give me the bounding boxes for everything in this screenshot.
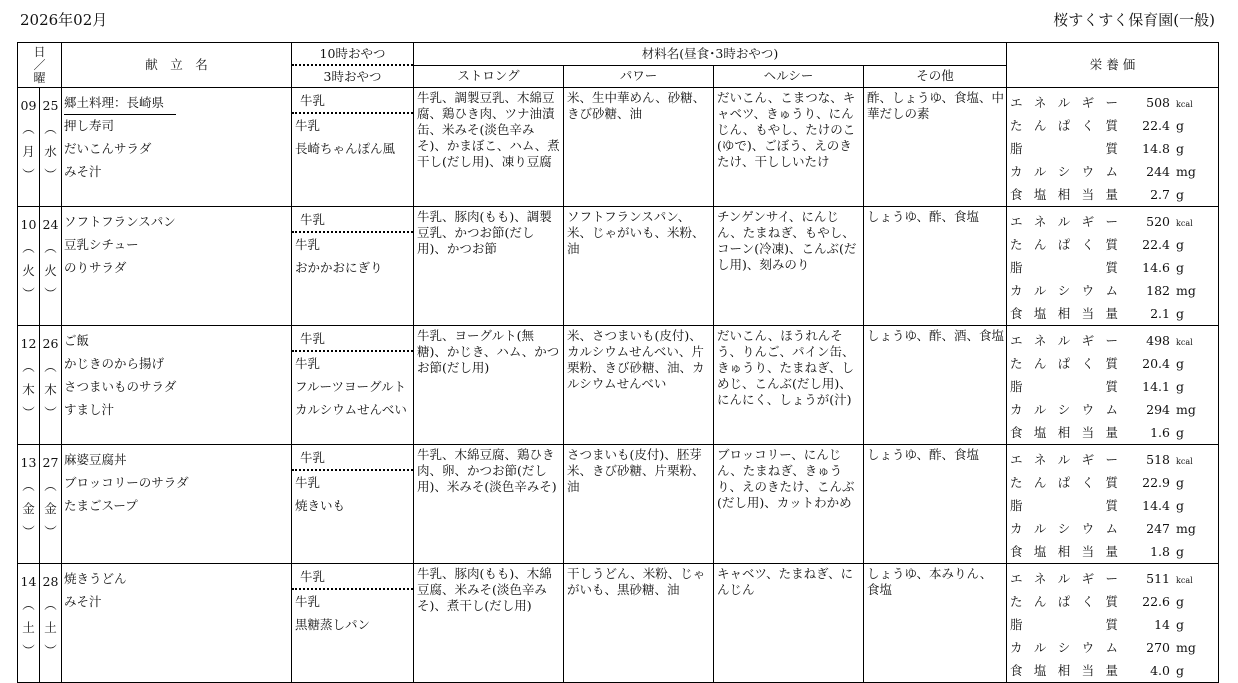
- dish-name: ブロッコリーのサラダ: [64, 475, 189, 490]
- nutrient-unit: g: [1176, 118, 1185, 133]
- ingredient-text: しょうゆ、酢、食塩: [867, 447, 980, 462]
- nutrient-row: [1010, 114, 1212, 137]
- dish-name: さつまいものサラダ: [64, 379, 177, 394]
- nutrient-label: エ ネ ル ギ ー: [1010, 333, 1118, 348]
- nutrient-value: 270: [1146, 640, 1170, 655]
- ingredient-text: キャベツ、たまねぎ、にんじん: [717, 566, 854, 597]
- snack-10am: 牛乳: [292, 209, 413, 233]
- nutrient-unit: kcal: [1176, 100, 1193, 109]
- dish-name: かじきのから揚げ: [64, 356, 165, 371]
- nutrient-unit: g: [1176, 260, 1185, 275]
- nutrient-row: [1010, 540, 1212, 563]
- ingredients-power: [564, 326, 714, 445]
- ingredients-other: [864, 564, 1007, 683]
- day-cell-second: [40, 207, 62, 326]
- ingredient-text: 米、さつまいも(皮付)、カルシウムせんべい、片栗粉、きび砂糖、油、カルシウムせんべい: [567, 328, 705, 391]
- nutrient-value: 1.8: [1150, 544, 1170, 559]
- ingredients-healthy: [714, 564, 864, 683]
- ingredient-text: 酢、しょうゆ、食塩、中華だしの素: [867, 90, 1005, 121]
- nutrient-label: た ん ぱ く 質: [1010, 237, 1118, 252]
- nutrient-row: [1010, 233, 1212, 256]
- ingredients-power: [564, 88, 714, 207]
- day-number: 26: [42, 336, 59, 351]
- nutrient-row: [1010, 636, 1212, 659]
- snack-cell: [292, 445, 414, 564]
- ingredients-strong: [414, 564, 564, 683]
- nutrient-value: 511: [1146, 571, 1170, 586]
- nutrient-unit: g: [1176, 356, 1185, 371]
- weekday: 火: [22, 263, 35, 278]
- nutrition-cell: [1007, 88, 1219, 207]
- paren-bottom: ︶: [22, 286, 35, 301]
- nutrient-row: [1010, 91, 1212, 114]
- snack-10am: 牛乳: [292, 566, 413, 590]
- school-name: 桜すくすく保育園(一般): [1053, 11, 1215, 29]
- paren-bottom: ︶: [44, 286, 57, 301]
- dish-name: のりサラダ: [64, 260, 127, 275]
- nutrient-row: [1010, 567, 1212, 590]
- healthy-header: ヘルシー: [714, 65, 864, 88]
- strong-header: ストロング: [414, 65, 564, 88]
- day-number: 09: [20, 98, 37, 113]
- nutrient-unit: mg: [1176, 402, 1196, 417]
- day-number: 14: [20, 574, 37, 589]
- day-cell-first: [18, 564, 40, 683]
- nutrient-row: [1010, 659, 1212, 682]
- snack-10am: 牛乳: [292, 447, 413, 471]
- snack-3pm-item: 牛乳: [295, 356, 321, 371]
- paren-bottom: ︶: [44, 167, 57, 182]
- nutrient-value: 14: [1154, 617, 1170, 632]
- nutrient-value: 498: [1146, 333, 1170, 348]
- day-number: 10: [20, 217, 37, 232]
- weekday: 金: [44, 501, 57, 516]
- weekday: 土: [44, 620, 57, 635]
- weekday: 土: [22, 620, 35, 635]
- nutrient-value: 520: [1146, 214, 1170, 229]
- dish-name: 豆乳シチュー: [64, 237, 139, 252]
- nutrient-value: 294: [1146, 402, 1170, 417]
- nutrient-row: [1010, 137, 1212, 160]
- day-cell-first: [18, 326, 40, 445]
- nutrient-row: [1010, 494, 1212, 517]
- snack-3pm-item: カルシウムせんべい: [295, 402, 407, 417]
- ingredients-healthy: [714, 207, 864, 326]
- nutrient-label: た ん ぱ く 質: [1010, 356, 1118, 371]
- ingredients-other: [864, 326, 1007, 445]
- nutrient-value: 22.4: [1142, 118, 1170, 133]
- paren-bottom: ︶: [44, 405, 57, 420]
- table-row: [18, 326, 1219, 445]
- nutrient-value: 2.7: [1150, 187, 1170, 202]
- dish-name: みそ汁: [64, 594, 102, 609]
- snack-3pm-item: フルーツヨーグルト: [295, 379, 407, 394]
- day-cell-first: [18, 88, 40, 207]
- nutrient-unit: g: [1176, 544, 1185, 559]
- day-cell-first: [18, 445, 40, 564]
- dish-name: 麻婆豆腐丼: [64, 452, 127, 467]
- snack-3pm-item: 牛乳: [295, 475, 321, 490]
- paren-top: ︵: [44, 597, 57, 612]
- day-cell-second: [40, 564, 62, 683]
- nutrient-value: 20.4: [1142, 356, 1170, 371]
- nutrient-value: 4.0: [1150, 663, 1170, 678]
- ingredient-text: 牛乳、木綿豆腐、鶏ひき肉、卵、かつお節(だし用)、米みそ(淡色辛みそ): [417, 447, 557, 494]
- nutrient-label: た ん ぱ く 質: [1010, 594, 1118, 609]
- nutrient-unit: g: [1176, 475, 1185, 490]
- nutrient-label: 食 塩 相 当 量: [1010, 187, 1118, 202]
- nutrition-cell: [1007, 445, 1219, 564]
- paren-top: ︵: [22, 359, 35, 374]
- ingredients-healthy: [714, 326, 864, 445]
- day-cell-first: [18, 207, 40, 326]
- nutrient-label: た ん ぱ く 質: [1010, 118, 1118, 133]
- nutrition-cell: [1007, 326, 1219, 445]
- nutrient-unit: g: [1176, 306, 1185, 321]
- nutrient-label: エ ネ ル ギ ー: [1010, 571, 1118, 586]
- snack-cell: [292, 207, 414, 326]
- day-cell-second: [40, 326, 62, 445]
- weekday: 水: [44, 144, 57, 159]
- table-row: [18, 207, 1219, 326]
- weekday: 木: [44, 382, 57, 397]
- dish-name: 押し寿司: [64, 118, 115, 133]
- nutrient-label: カ ル シ ウ ム: [1010, 164, 1118, 179]
- ingredient-text: しょうゆ、本みりん、食塩: [867, 566, 993, 597]
- ingredients-power: [564, 207, 714, 326]
- nutrient-label: 脂 質: [1010, 379, 1118, 394]
- nutrient-row: [1010, 613, 1212, 636]
- nutrient-value: 244: [1146, 164, 1170, 179]
- snack-3pm-item: 長崎ちゃんぽん風: [295, 141, 396, 156]
- weekday: 月: [22, 144, 35, 159]
- paren-top: ︵: [44, 478, 57, 493]
- nutrient-row: [1010, 590, 1212, 613]
- table-row: [18, 445, 1219, 564]
- table-row: [18, 88, 1219, 207]
- paren-top: ︵: [44, 121, 57, 136]
- other-header: その他: [864, 65, 1007, 88]
- nutrient-label: エ ネ ル ギ ー: [1010, 214, 1118, 229]
- nutrient-unit: g: [1176, 594, 1185, 609]
- nutrient-value: 508: [1146, 95, 1170, 110]
- snack-3pm-item: 牛乳: [295, 237, 321, 252]
- nutrition-header: 栄 養 価: [1007, 43, 1219, 88]
- ingredient-text: 米、生中華めん、砂糖、きび砂糖、油: [567, 90, 706, 121]
- nutrient-row: [1010, 421, 1212, 444]
- nutrient-value: 22.9: [1142, 475, 1170, 490]
- dish-cell: [62, 326, 292, 445]
- dish-name: すまし汁: [64, 402, 115, 417]
- ingredient-text: 牛乳、調製豆乳、木綿豆腐、鶏ひき肉、ツナ油漬缶、米みそ(淡色辛みそ)、かまぼこ、ハム、煮干し(だし用)、凍り豆腐: [417, 90, 560, 169]
- nutrient-unit: g: [1176, 379, 1185, 394]
- menu-name-header: 献 立 名: [62, 43, 292, 88]
- nutrition-cell: [1007, 207, 1219, 326]
- ingredients-other: [864, 207, 1007, 326]
- paren-bottom: ︶: [22, 643, 35, 658]
- nutrient-row: [1010, 448, 1212, 471]
- paren-top: ︵: [44, 240, 57, 255]
- dish-cell: [62, 445, 292, 564]
- nutrient-unit: mg: [1176, 283, 1196, 298]
- snack-cell: [292, 564, 414, 683]
- ingredient-text: ブロッコリー、にんじん、たまねぎ、きゅうり、えのきたけ、こんぶ(だし用)、カットわかめ: [717, 447, 855, 510]
- ingredient-text: チンゲンサイ、にんじん、たまねぎ、もやし、コーン(冷凍)、こんぶ(だし用)、刻みのり: [717, 209, 857, 272]
- nutrient-unit: kcal: [1176, 219, 1193, 228]
- nutrient-value: 22.6: [1142, 594, 1170, 609]
- nutrient-unit: mg: [1176, 521, 1196, 536]
- nutrient-label: カ ル シ ウ ム: [1010, 283, 1118, 298]
- nutrient-row: [1010, 256, 1212, 279]
- nutrient-label: エ ネ ル ギ ー: [1010, 95, 1118, 110]
- snack-10am: 牛乳: [292, 328, 413, 352]
- nutrient-value: 247: [1146, 521, 1170, 536]
- dish-cell: [62, 207, 292, 326]
- nutrient-row: [1010, 302, 1212, 325]
- nutrient-label: カ ル シ ウ ム: [1010, 521, 1118, 536]
- snack-cell: [292, 326, 414, 445]
- dish-cell: [62, 564, 292, 683]
- ingredient-text: だいこん、ほうれんそう、りんご、パイン缶、きゅうり、たまねぎ、しめじ、こんぶ(だし用)、にんにく、しょうが(汁): [717, 328, 855, 407]
- day-number: 28: [42, 574, 59, 589]
- paren-top: ︵: [22, 478, 35, 493]
- ingredient-text: 牛乳、豚肉(もも)、木綿豆腐、米みそ(淡色辛みそ)、煮干し(だし用): [417, 566, 552, 613]
- day-number: 27: [42, 455, 59, 470]
- snack-cell: [292, 88, 414, 207]
- nutrient-value: 182: [1146, 283, 1170, 298]
- nutrient-unit: kcal: [1176, 338, 1193, 347]
- nutrient-value: 518: [1146, 452, 1170, 467]
- paren-top: ︵: [22, 240, 35, 255]
- ingredients-strong: [414, 326, 564, 445]
- nutrient-value: 2.1: [1150, 306, 1170, 321]
- nutrient-label: 食 塩 相 当 量: [1010, 425, 1118, 440]
- nutrient-unit: g: [1176, 237, 1185, 252]
- snack-3pm-item: 牛乳: [295, 118, 321, 133]
- ingredient-text: しょうゆ、酢、食塩: [867, 209, 980, 224]
- nutrient-label: 脂 質: [1010, 617, 1118, 632]
- paren-bottom: ︶: [44, 524, 57, 539]
- snack-header: 10時おやつ 3時おやつ: [292, 43, 414, 88]
- nutrient-row: [1010, 160, 1212, 183]
- ingredients-power: [564, 564, 714, 683]
- nutrient-value: 22.4: [1142, 237, 1170, 252]
- ingredient-text: さつまいも(皮付)、胚芽米、きび砂糖、片栗粉、油: [567, 447, 705, 494]
- dish-name: ソフトフランスパン: [64, 214, 176, 229]
- paren-top: ︵: [22, 597, 35, 612]
- ingredient-text: しょうゆ、酢、酒、食塩: [867, 328, 1005, 343]
- day-number: 13: [20, 455, 37, 470]
- paren-bottom: ︶: [22, 167, 35, 182]
- nutrient-row: [1010, 279, 1212, 302]
- day-cell-second: [40, 445, 62, 564]
- dish-name: たまごスープ: [64, 498, 138, 513]
- weekday: 金: [22, 501, 35, 516]
- ingredients-strong: [414, 207, 564, 326]
- nutrient-unit: g: [1176, 617, 1185, 632]
- table-row: [18, 564, 1219, 683]
- nutrient-label: カ ル シ ウ ム: [1010, 640, 1118, 655]
- paren-top: ︵: [44, 359, 57, 374]
- nutrient-unit: mg: [1176, 164, 1196, 179]
- nutrient-row: [1010, 329, 1212, 352]
- weekday: 火: [44, 263, 57, 278]
- nutrient-unit: g: [1176, 498, 1185, 513]
- nutrient-label: 脂 質: [1010, 260, 1118, 275]
- ingredient-text: 牛乳、豚肉(もも)、調製豆乳、かつお節(だし用)、かつお節: [417, 209, 552, 256]
- nutrient-row: [1010, 471, 1212, 494]
- ingredient-text: 干しうどん、米粉、じゃがいも、黒砂糖、油: [567, 566, 706, 597]
- snack-3pm-item: 黒糖蒸しパン: [295, 617, 371, 632]
- nutrient-row: [1010, 210, 1212, 233]
- ingredients-strong: [414, 88, 564, 207]
- dish-name: みそ汁: [64, 164, 102, 179]
- ingredients-strong: [414, 445, 564, 564]
- menu-table: [17, 42, 1219, 683]
- nutrient-unit: mg: [1176, 640, 1196, 655]
- nutrient-label: エ ネ ル ギ ー: [1010, 452, 1118, 467]
- nutrient-value: 14.6: [1142, 260, 1170, 275]
- dish-name: ご飯: [64, 333, 90, 348]
- ingredients-power: [564, 445, 714, 564]
- nutrient-row: [1010, 352, 1212, 375]
- ingredient-text: 牛乳、ヨーグルト(無糖)、かじき、ハム、かつお節(だし用): [417, 328, 560, 375]
- nutrient-unit: g: [1176, 141, 1185, 156]
- nutrient-value: 14.1: [1142, 379, 1170, 394]
- paren-bottom: ︶: [44, 643, 57, 658]
- power-header: パワー: [564, 65, 714, 88]
- paren-bottom: ︶: [22, 405, 35, 420]
- ingredients-healthy: [714, 88, 864, 207]
- nutrient-row: [1010, 183, 1212, 206]
- nutrition-cell: [1007, 564, 1219, 683]
- ingredient-text: ソフトフランスパン、米、じゃがいも、米粉、油: [567, 209, 705, 256]
- nutrient-label: 食 塩 相 当 量: [1010, 663, 1118, 678]
- nutrient-row: [1010, 375, 1212, 398]
- ingredients-other: [864, 88, 1007, 207]
- day-number: 24: [42, 217, 59, 232]
- nutrient-label: た ん ぱ く 質: [1010, 475, 1118, 490]
- nutrient-unit: kcal: [1176, 576, 1193, 585]
- snack-3pm-item: 焼きいも: [295, 498, 346, 513]
- dish-name: 郷土料理：長崎県: [64, 91, 176, 115]
- nutrient-label: 脂 質: [1010, 141, 1118, 156]
- snack-10am: 牛乳: [292, 90, 413, 114]
- nutrient-label: カ ル シ ウ ム: [1010, 402, 1118, 417]
- nutrient-label: 食 塩 相 当 量: [1010, 544, 1118, 559]
- day-cell-second: [40, 88, 62, 207]
- paren-bottom: ︶: [22, 524, 35, 539]
- page-header: [0, 0, 1238, 42]
- nutrient-unit: g: [1176, 663, 1185, 678]
- weekday: 木: [22, 382, 35, 397]
- month-label: 2026年02月: [20, 11, 108, 29]
- nutrient-row: [1010, 517, 1212, 540]
- day-header: 日 ／ 曜: [18, 43, 62, 88]
- nutrient-value: 14.8: [1142, 141, 1170, 156]
- ingredient-text: だいこん、こまつな、キャベツ、きゅうり、にんじん、もやし、たけのこ(ゆで)、ごぼう、えのきたけ、干ししいたけ: [717, 90, 856, 169]
- nutrient-unit: g: [1176, 425, 1185, 440]
- nutrient-unit: kcal: [1176, 457, 1193, 466]
- nutrient-label: 脂 質: [1010, 498, 1118, 513]
- nutrient-row: [1010, 398, 1212, 421]
- ingredients-other: [864, 445, 1007, 564]
- snack-3pm-item: 牛乳: [295, 594, 321, 609]
- dish-name: 焼きうどん: [64, 571, 127, 586]
- snack-3pm-item: おかかおにぎり: [295, 260, 383, 275]
- ingredients-healthy: [714, 445, 864, 564]
- nutrient-unit: g: [1176, 187, 1185, 202]
- day-number: 25: [42, 98, 59, 113]
- paren-top: ︵: [22, 121, 35, 136]
- day-number: 12: [20, 336, 37, 351]
- nutrient-value: 1.6: [1150, 425, 1170, 440]
- nutrient-value: 14.4: [1142, 498, 1170, 513]
- dish-cell: [62, 88, 292, 207]
- ingredients-header: 材料名(昼食･3時おやつ): [414, 43, 1007, 66]
- nutrient-label: 食 塩 相 当 量: [1010, 306, 1118, 321]
- dish-name: だいこんサラダ: [64, 141, 152, 156]
